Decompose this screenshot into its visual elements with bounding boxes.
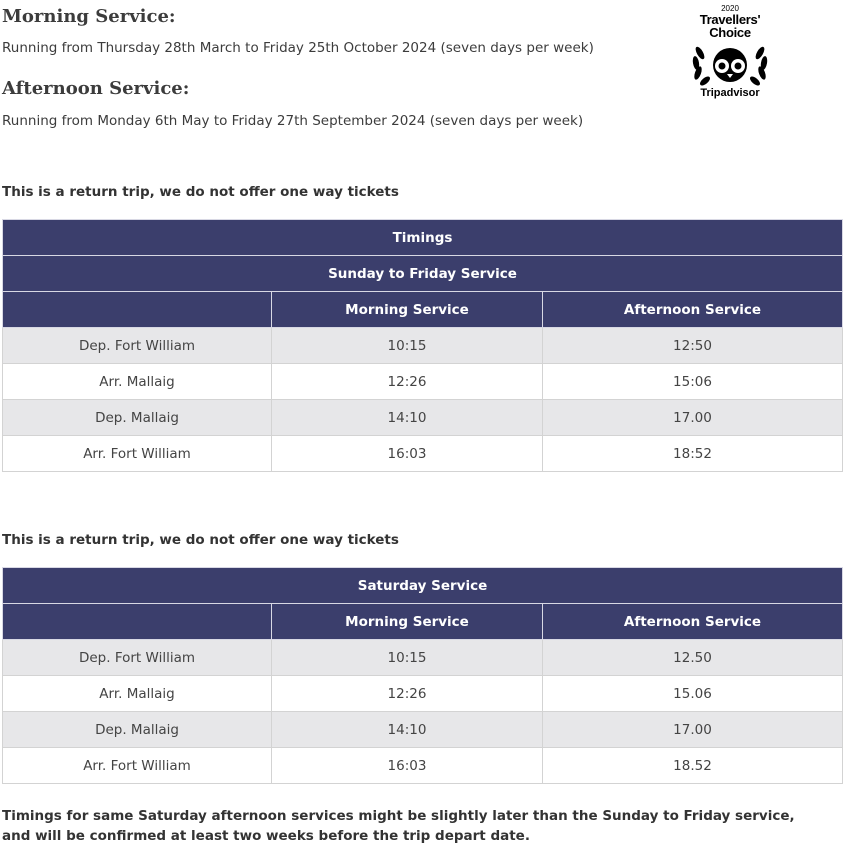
afternoon-time-cell: 17.00: [543, 712, 843, 748]
afternoon-service-dates: Running from Monday 6th May to Friday 27th September 2024 (seven days per week): [2, 113, 584, 129]
stop-cell: Dep. Fort William: [3, 640, 272, 676]
table-row: [3, 676, 843, 712]
return-trip-note-1: This is a return trip, we do not offer one way tickets: [2, 184, 399, 200]
afternoon-time-cell: 18.52: [543, 748, 843, 784]
saturday-timings-footnote: Timings for same Saturday afternoon services might be slightly later than the Sunday to Friday service, and will be confirmed at least two weeks before the trip depart date.: [2, 808, 795, 844]
morning-time-cell: 12:26: [272, 676, 543, 712]
table-row: [3, 364, 843, 400]
afternoon-time-cell: 17.00: [543, 400, 843, 436]
badge-year: 2020: [721, 4, 739, 13]
morning-time-cell: 10:15: [272, 328, 543, 364]
stop-cell: Dep. Fort William: [3, 328, 272, 364]
afternoon-time-cell: 15.06: [543, 676, 843, 712]
stop-cell: Arr. Fort William: [3, 436, 272, 472]
morning-service-heading: Morning Service:: [2, 6, 176, 27]
timings-table-saturday: [2, 567, 843, 784]
header-stop: [3, 604, 272, 640]
afternoon-time-cell: 12.50: [543, 640, 843, 676]
badge-brand: Tripadvisor: [700, 87, 760, 99]
table-row: [3, 640, 843, 676]
table-row: [3, 748, 843, 784]
table-row: [3, 436, 843, 472]
laurel-owl-icon: [690, 41, 770, 87]
afternoon-time-cell: 18:52: [543, 436, 843, 472]
stop-cell: Arr. Fort William: [3, 748, 272, 784]
table-row: [3, 712, 843, 748]
afternoon-time-cell: 15:06: [543, 364, 843, 400]
table-row: [3, 328, 843, 364]
table-row: [3, 400, 843, 436]
return-trip-note-2: This is a return trip, we do not offer one way tickets: [2, 532, 399, 548]
morning-service-dates: Running from Thursday 28th March to Friday 25th October 2024 (seven days per week): [2, 40, 594, 56]
morning-time-cell: 16:03: [272, 436, 543, 472]
stop-cell: Dep. Mallaig: [3, 712, 272, 748]
header-stop: [3, 292, 272, 328]
header-morning: Morning Service: [272, 604, 543, 640]
stop-cell: Arr. Mallaig: [3, 364, 272, 400]
badge-line1: Travellers': [699, 12, 761, 27]
table-title: Saturday Service: [3, 568, 843, 604]
afternoon-time-cell: 12:50: [543, 328, 843, 364]
morning-time-cell: 10:15: [272, 640, 543, 676]
header-morning: Morning Service: [272, 292, 543, 328]
stop-cell: Dep. Mallaig: [3, 400, 272, 436]
badge-line2: Choice: [709, 25, 751, 40]
morning-time-cell: 14:10: [272, 712, 543, 748]
header-afternoon: Afternoon Service: [543, 604, 843, 640]
tripadvisor-travellers-choice-badge[interactable]: [688, 4, 772, 104]
morning-time-cell: 14:10: [272, 400, 543, 436]
header-afternoon: Afternoon Service: [543, 292, 843, 328]
stop-cell: Arr. Mallaig: [3, 676, 272, 712]
morning-time-cell: 16:03: [272, 748, 543, 784]
table-title: Timings: [3, 220, 843, 256]
afternoon-service-heading: Afternoon Service:: [2, 78, 190, 99]
morning-time-cell: 12:26: [272, 364, 543, 400]
table-subtitle: Sunday to Friday Service: [3, 256, 843, 292]
timings-table-sunday-friday: [2, 219, 843, 472]
